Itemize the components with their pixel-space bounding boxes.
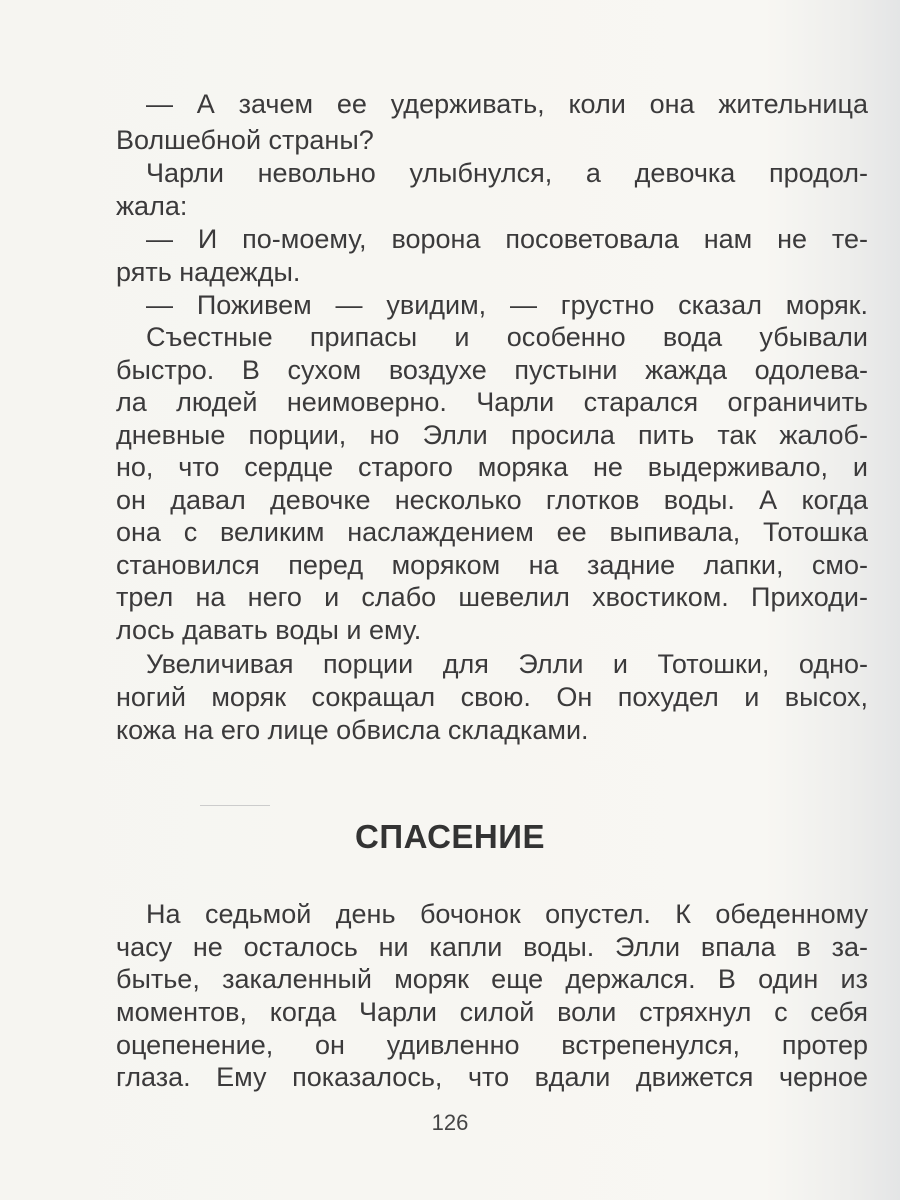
text-line: лось давать воды и ему. <box>116 615 422 645</box>
text-line: быстро. В сухом воздухе пустыни жажда одолева- <box>116 355 868 385</box>
text-line: но, что сердце старого моряка не выдерживало, и <box>116 452 868 482</box>
text-line: жала: <box>116 191 188 221</box>
text-line: Съестные припасы и особенно вода убывали <box>146 322 868 352</box>
text-line: — А зачем ее удерживать, коли она жительница <box>146 89 868 119</box>
divider <box>200 805 270 806</box>
text-line: На седьмой день бочонок опустел. К обеденному <box>146 899 868 929</box>
text-line: — И по-моему, ворона посоветовала нам не те- <box>146 224 868 254</box>
text-line: она с великим наслаждением ее выпивала, Тотошка <box>116 517 868 547</box>
text-line: кожа на его лице обвисла складками. <box>116 715 589 745</box>
chapter-title: СПАСЕНИЕ <box>355 818 545 855</box>
text-line: глаза. Ему показалось, что вдали движется черное <box>116 1062 868 1092</box>
text-line: ногий моряк сокращал свою. Он похудел и высох, <box>116 682 868 712</box>
text-line: Увеличивая порции для Элли и Тотошки, одно- <box>146 649 868 679</box>
text-line: оцепенение, он удивленно встрепенулся, протер <box>116 1030 868 1060</box>
page-number: 126 <box>431 1110 469 1135</box>
text-line: становился перед моряком на задние лапки, смо- <box>116 550 868 580</box>
text-line: — Поживем — увидим, — грустно сказал моряк. <box>146 290 868 320</box>
text-line: ла людей неимоверно. Чарли старался ограничить <box>116 387 868 417</box>
text-line: трел на него и слабо шевелил хвостиком. Приходи- <box>116 582 868 612</box>
text-line: он давал девочке несколько глотков воды. А когда <box>116 485 868 515</box>
text-line: дневные порции, но Элли просила пить так жалоб- <box>116 420 868 450</box>
text-line: часу не осталось ни капли воды. Элли впала в за- <box>116 932 868 962</box>
text-line: бытье, закаленный моряк еще держался. В один из <box>116 964 868 994</box>
text-line: рять надежды. <box>116 257 301 287</box>
text-line: Волшебной страны? <box>116 125 374 155</box>
text-line: Чарли невольно улыбнулся, а девочка продол- <box>146 158 868 188</box>
text-line: моментов, когда Чарли силой воли стряхнул с себя <box>116 997 868 1027</box>
